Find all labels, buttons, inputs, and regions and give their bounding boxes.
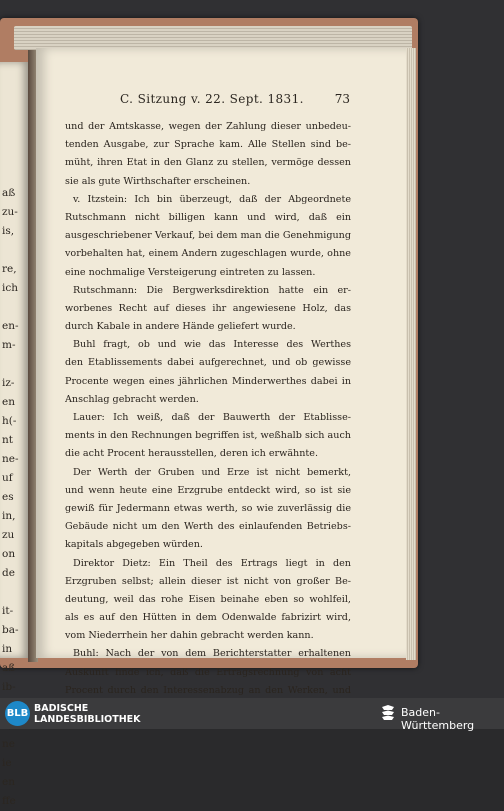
text-line: den Etablissements dabei aufgerechnet, und ob gewisse [65,357,351,369]
text-line: und der Amtskasse, wegen der Zahlung dieser unbedeu- [65,121,351,132]
text-line: Rutschmann: Die Bergwerksdirektion hatte ein er- [73,284,351,296]
text-line: eine nochmalige Versteigerung eintreten zu lassen. [65,266,316,278]
left-page-fragment: es [2,491,14,503]
text-line: v. Itzstein: Ich bin überzeugt, daß der Abgeordnete [73,193,351,205]
left-page-fragment: zu [2,529,15,541]
text-line: vom Niederrhein her dahin gebracht werden kann. [65,630,314,642]
text-line: Auskunft finde ich, daß die Ertragsrechnung von acht [65,666,351,678]
text-line: Rutschmann nicht billigen kann und wird, daß ein [65,211,351,223]
left-page-fragment: on [2,548,16,560]
page-fore-edge [406,48,416,660]
text-line: Gebäude nicht um den Werth des einlaufenden Betriebs- [65,521,351,533]
left-page-fragment: aß [2,187,16,199]
left-page-fragment: ie [2,757,12,769]
left-page-fragment [2,355,28,374]
left-page-fragment: ba- [2,624,19,636]
text-line: Buhl fragt, ob und wie das Interesse des Werthes [73,339,351,351]
text-line: ausgeschriebener Verkauf, bei dem man die Genehmigung [65,230,351,242]
left-page-fragment: en [2,396,15,408]
left-page-fragment: en [2,776,15,788]
text-line: Lauer: Ich weiß, daß der Bauwerth der Etablisse- [73,412,351,423]
text-line: Procent durch den Interessenabzug an den Werken, und [65,684,351,696]
left-page-fragment: ich [2,282,19,294]
text-line: deutung, weil das rohe Eisen beinahe eben so wohlfeil, [65,593,351,605]
text-line: worbenes Recht auf dieses ihr angewiesene Holz, das [65,302,351,314]
left-page-fragment: zu- [2,206,18,218]
left-page-fragment [2,583,28,602]
left-page-fragment: it- [2,605,14,617]
text-line: als es auf den Hütten in dem Odenwalde fabrizirt wird, [65,612,351,624]
text-line: die acht Procent herausstellen, deren ich erwähnte. [65,448,318,460]
left-page-fragment: en- [2,320,19,332]
left-page-fragment [2,298,28,317]
library-name-line2: LANDESBIBLIOTHEK [34,714,141,725]
running-header-title: C. Sitzung v. 22. Sept. 1831. [120,92,304,106]
viewer-footer [0,698,504,732]
text-line: und wenn heute eine Erzgrube entdeckt wird, so ist sie [65,484,351,496]
text-line: gewiß für Jedermann etwas werth, so wie zuverlässig die [65,502,351,514]
text-line: durch Kabale in andere Hände geliefert wurde. [65,321,296,333]
page-body-text [65,118,351,700]
text-line: Erzgruben selbst; allein dieser ist nicht von großer Be- [65,575,351,587]
left-page-fragment: is, [2,225,15,237]
text-line: Direktor Dietz: Ein Theil des Ertrags liegt in den [73,557,351,569]
left-page-fragment: ib- [2,681,16,693]
text-line: tenden Ausgabe, zur Sprache kam. Alle Stellen sind be- [65,139,351,151]
left-page-fragment: re, [2,263,17,275]
blb-logo-icon[interactable]: BLB [5,701,30,726]
text-line: sie als gute Wirthschafter erscheinen. [65,175,251,187]
state-name[interactable]: Baden-Württemberg [401,706,475,732]
left-page-fragment: m- [2,339,16,351]
left-page-fragment: uf [2,472,13,484]
left-page-fragment: iz- [2,377,15,389]
left-page-fragment: nt [2,434,13,446]
text-line: Buhl: Nach der von dem Berichterstatter erhaltenen [73,648,351,660]
text-line: Der Werth der Gruben und Erze ist nicht bemerkt, [73,466,351,478]
text-line: müht, ihren Etat in den Glanz zu stellen, vermöge dessen [65,157,351,169]
library-name[interactable] [34,703,141,725]
library-name-line1: BADISCHE [34,703,89,714]
left-page-fragment: de [2,567,15,579]
text-line: Procente wegen eines jährlichen Minderwerthes dabei in [65,375,351,387]
left-page-fragment: aß [2,662,16,674]
text-line: Anschlag gebracht werden. [65,393,199,405]
left-page-fragment: h(- [2,415,17,427]
left-page-fragment: in, [2,510,16,522]
text-line: vorbehalten hat, einem Andern zugeschlagen wurde, ohne [65,248,351,260]
left-page-fragment: ne [2,738,15,750]
left-page-fragment: in [2,643,13,655]
lions-coat-of-arms-icon[interactable] [381,704,395,722]
left-page-fragment: ffe [2,795,16,807]
page-number: 73 [334,92,350,106]
left-page-fragment [2,241,28,260]
text-line: ments in den Rechnungen begriffen ist, weßhalb sich auch [65,430,351,442]
left-page-fragment: ne- [2,453,19,465]
text-line: kapitals abgegeben würden. [65,539,203,551]
page-block-edge [14,26,412,50]
